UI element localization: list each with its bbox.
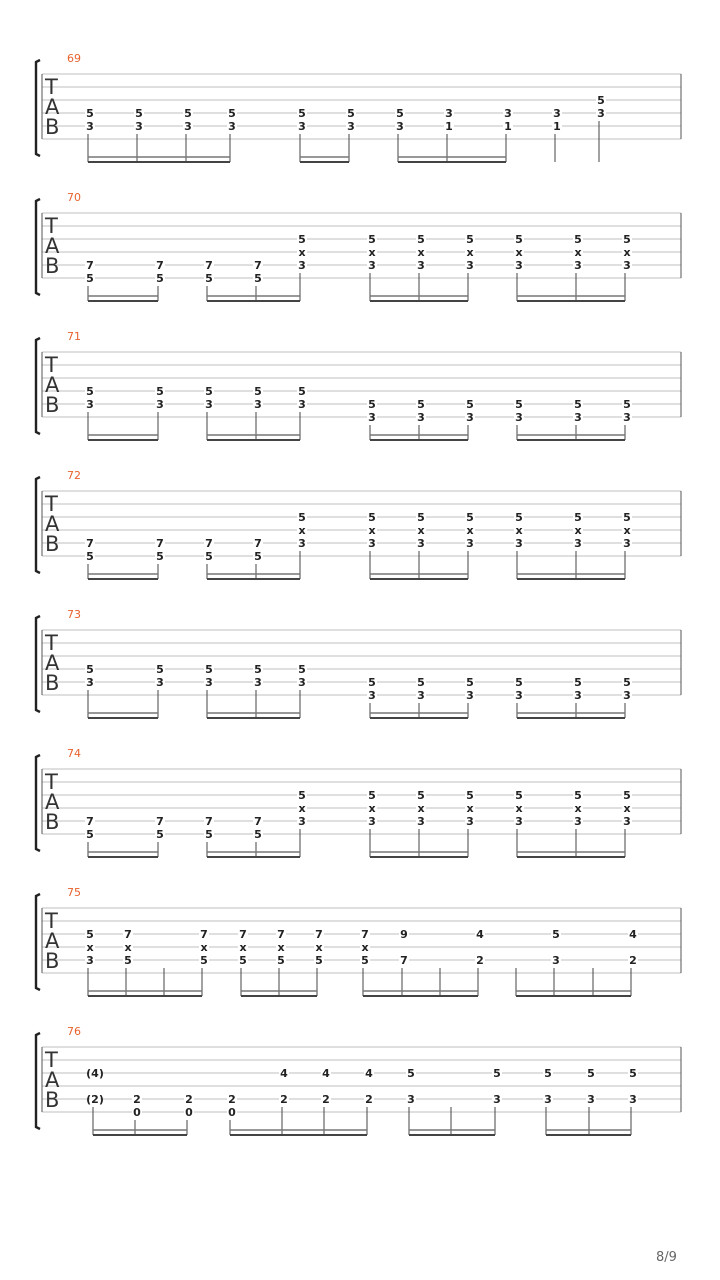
fret-number: (2) (86, 1093, 104, 1106)
fret-number: 3 (466, 259, 474, 272)
tab-clef-letter: T (45, 631, 58, 655)
fret-number: 5 (86, 385, 94, 398)
fret-number: 3 (298, 398, 306, 411)
fret-number: 3 (298, 676, 306, 689)
fret-number: x (417, 246, 425, 259)
fret-number: x (623, 802, 631, 815)
fret-number: 7 (254, 815, 262, 828)
fret-number: 5 (493, 1067, 501, 1080)
fret-number: 7 (239, 928, 247, 941)
fret-number: 5 (86, 663, 94, 676)
fret-number: 5 (86, 828, 94, 841)
fret-number: 5 (417, 398, 425, 411)
fret-number: 5 (368, 676, 376, 689)
system-bracket (36, 199, 40, 295)
fret-number: 7 (156, 259, 164, 272)
fret-number: x (368, 246, 376, 259)
tab-clef-letter: B (45, 254, 60, 278)
fret-number: 3 (574, 689, 582, 702)
fret-number: 5 (298, 107, 306, 120)
fret-number: 5 (574, 789, 582, 802)
fret-number: 2 (185, 1093, 193, 1106)
fret-number: 3 (86, 120, 94, 133)
fret-number: 5 (86, 550, 94, 563)
fret-number: 7 (86, 815, 94, 828)
fret-number: 1 (553, 120, 561, 133)
fret-number: 3 (445, 107, 453, 120)
measure-number: 72 (67, 469, 81, 482)
tab-system (36, 330, 681, 440)
fret-number: 7 (86, 537, 94, 550)
fret-number: 4 (476, 928, 484, 941)
fret-number: x (574, 246, 582, 259)
fret-number: 5 (86, 272, 94, 285)
fret-number: x (298, 524, 306, 537)
fret-number: x (315, 941, 323, 954)
measure-number: 75 (67, 886, 81, 899)
fret-number: 2 (228, 1093, 236, 1106)
system-bracket (36, 894, 40, 990)
fret-number: 5 (86, 928, 94, 941)
fret-number: 3 (298, 537, 306, 550)
fret-number: 3 (417, 537, 425, 550)
fret-number: 5 (629, 1067, 637, 1080)
tab-clef-letter: B (45, 810, 60, 834)
fret-number: 3 (254, 398, 262, 411)
fret-number: 7 (205, 259, 213, 272)
tab-clef-letter: B (45, 532, 60, 556)
fret-number: 5 (587, 1067, 595, 1080)
tab-clef-letter: A (45, 95, 60, 119)
tab-system (36, 608, 681, 718)
fret-number: 3 (156, 676, 164, 689)
fret-number: 5 (124, 954, 132, 967)
tab-clef-letter: B (45, 115, 60, 139)
fret-number: 3 (515, 537, 523, 550)
fret-number: (4) (86, 1067, 104, 1080)
fret-number: 5 (156, 828, 164, 841)
fret-number: x (368, 524, 376, 537)
fret-number: x (124, 941, 132, 954)
measure-number: 70 (67, 191, 81, 204)
fret-number: 5 (368, 398, 376, 411)
fret-number: 5 (254, 385, 262, 398)
fret-number: x (466, 524, 474, 537)
fret-number: 3 (368, 537, 376, 550)
fret-number: 3 (298, 120, 306, 133)
fret-number: 5 (86, 107, 94, 120)
fret-number: 5 (417, 511, 425, 524)
fret-number: 5 (466, 233, 474, 246)
fret-number: 5 (368, 233, 376, 246)
fret-number: 3 (368, 815, 376, 828)
fret-number: 7 (254, 259, 262, 272)
measure-number: 76 (67, 1025, 81, 1038)
tab-clef-letter: A (45, 512, 60, 536)
fret-number: 5 (623, 511, 631, 524)
system-bracket (36, 60, 40, 156)
fret-number: 5 (239, 954, 247, 967)
fret-number: 5 (254, 272, 262, 285)
fret-number: 2 (322, 1093, 330, 1106)
fret-number: 3 (466, 537, 474, 550)
fret-number: 5 (417, 789, 425, 802)
fret-number: 3 (156, 398, 164, 411)
fret-number: 3 (574, 411, 582, 424)
fret-number: x (298, 246, 306, 259)
fret-number: 5 (368, 511, 376, 524)
fret-number: 3 (623, 815, 631, 828)
fret-number: 5 (135, 107, 143, 120)
fret-number: x (361, 941, 369, 954)
fret-number: 4 (280, 1067, 288, 1080)
fret-number: 5 (574, 676, 582, 689)
tab-clef-letter: T (45, 75, 58, 99)
fret-number: 5 (574, 398, 582, 411)
tab-clef-letter: T (45, 1048, 58, 1072)
tab-system (36, 747, 681, 857)
fret-number: 5 (156, 550, 164, 563)
fret-number: 5 (184, 107, 192, 120)
fret-number: 5 (315, 954, 323, 967)
fret-number: x (368, 802, 376, 815)
fret-number: 3 (368, 259, 376, 272)
measure-number: 74 (67, 747, 81, 760)
fret-number: x (200, 941, 208, 954)
fret-number: 9 (400, 928, 408, 941)
tab-clef-letter: T (45, 909, 58, 933)
tab-clef-letter: A (45, 929, 60, 953)
fret-number: 3 (493, 1093, 501, 1106)
tab-clef-letter: T (45, 492, 58, 516)
fret-number: 3 (552, 954, 560, 967)
fret-number: 3 (205, 398, 213, 411)
fret-number: 3 (86, 676, 94, 689)
fret-number: 5 (597, 94, 605, 107)
fret-number: 3 (574, 537, 582, 550)
fret-number: 5 (205, 550, 213, 563)
fret-number: 5 (623, 789, 631, 802)
fret-number: 3 (417, 815, 425, 828)
fret-number: 5 (623, 676, 631, 689)
fret-number: 3 (205, 676, 213, 689)
system-bracket (36, 477, 40, 573)
fret-number: x (466, 246, 474, 259)
tab-clef-letter: B (45, 393, 60, 417)
fret-number: x (86, 941, 94, 954)
fret-number: 5 (407, 1067, 415, 1080)
fret-number: 7 (156, 815, 164, 828)
fret-number: 7 (205, 815, 213, 828)
fret-number: 4 (629, 928, 637, 941)
fret-number: 3 (417, 689, 425, 702)
fret-number: 7 (200, 928, 208, 941)
fret-number: 5 (361, 954, 369, 967)
fret-number: 5 (574, 511, 582, 524)
tab-system (36, 886, 681, 996)
tab-clef-letter: A (45, 790, 60, 814)
tab-clef-letter: T (45, 214, 58, 238)
fret-number: 2 (365, 1093, 373, 1106)
fret-number: 3 (553, 107, 561, 120)
fret-number: x (417, 524, 425, 537)
tab-system (36, 1025, 681, 1135)
fret-number: 5 (298, 385, 306, 398)
fret-number: 5 (417, 676, 425, 689)
fret-number: 3 (623, 411, 631, 424)
fret-number: 5 (156, 663, 164, 676)
tab-clef-letter: A (45, 234, 60, 258)
tab-clef-letter: B (45, 949, 60, 973)
fret-number: 3 (515, 815, 523, 828)
fret-number: 0 (133, 1106, 141, 1119)
tab-clef-letter: A (45, 1068, 60, 1092)
fret-number: x (466, 802, 474, 815)
fret-number: 3 (504, 107, 512, 120)
measure-number: 73 (67, 608, 81, 621)
system-bracket (36, 755, 40, 851)
fret-number: 5 (466, 511, 474, 524)
fret-number: 3 (574, 815, 582, 828)
tab-clef-letter: A (45, 651, 60, 675)
tab-clef-letter: B (45, 671, 60, 695)
fret-number: 3 (298, 259, 306, 272)
fret-number: x (574, 802, 582, 815)
fret-number: x (623, 246, 631, 259)
fret-number: 2 (629, 954, 637, 967)
fret-number: 5 (298, 663, 306, 676)
fret-number: 5 (298, 511, 306, 524)
fret-number: 5 (396, 107, 404, 120)
fret-number: 3 (184, 120, 192, 133)
fret-number: 3 (228, 120, 236, 133)
fret-number: 5 (298, 233, 306, 246)
fret-number: 1 (504, 120, 512, 133)
fret-number: 5 (417, 233, 425, 246)
fret-number: 3 (623, 689, 631, 702)
fret-number: 5 (368, 789, 376, 802)
fret-number: 5 (205, 663, 213, 676)
fret-number: 5 (544, 1067, 552, 1080)
tab-system (36, 52, 681, 162)
tab-clef-letter: A (45, 373, 60, 397)
fret-number: 5 (574, 233, 582, 246)
fret-number: 7 (205, 537, 213, 550)
fret-number: 3 (368, 689, 376, 702)
fret-number: 5 (277, 954, 285, 967)
fret-number: 5 (254, 663, 262, 676)
fret-number: 3 (515, 259, 523, 272)
fret-number: 5 (254, 550, 262, 563)
fret-number: 5 (466, 676, 474, 689)
fret-number: 5 (205, 272, 213, 285)
fret-number: 5 (205, 828, 213, 841)
fret-number: 3 (544, 1093, 552, 1106)
fret-number: 5 (466, 398, 474, 411)
fret-number: x (623, 524, 631, 537)
fret-number: 3 (86, 398, 94, 411)
fret-number: 3 (135, 120, 143, 133)
system-bracket (36, 338, 40, 434)
fret-number: 5 (298, 789, 306, 802)
fret-number: 3 (396, 120, 404, 133)
measure-number: 71 (67, 330, 81, 343)
fret-number: 3 (623, 537, 631, 550)
tab-clef-letter: B (45, 1088, 60, 1112)
fret-number: 5 (156, 272, 164, 285)
tab-clef-letter: T (45, 770, 58, 794)
fret-number: 3 (254, 676, 262, 689)
tab-system (36, 469, 681, 579)
fret-number: 5 (228, 107, 236, 120)
fret-number: 2 (476, 954, 484, 967)
fret-number: x (417, 802, 425, 815)
measure-number: 69 (67, 52, 81, 65)
fret-number: 5 (623, 233, 631, 246)
fret-number: 3 (597, 107, 605, 120)
fret-number: 3 (587, 1093, 595, 1106)
fret-number: 0 (185, 1106, 193, 1119)
fret-number: 5 (466, 789, 474, 802)
system-bracket (36, 1033, 40, 1129)
fret-number: 5 (623, 398, 631, 411)
fret-number: 4 (322, 1067, 330, 1080)
fret-number: 3 (623, 259, 631, 272)
fret-number: 5 (205, 385, 213, 398)
fret-number: 2 (280, 1093, 288, 1106)
fret-number: 7 (361, 928, 369, 941)
fret-number: 7 (156, 537, 164, 550)
fret-number: 7 (254, 537, 262, 550)
fret-number: 3 (515, 411, 523, 424)
fret-number: 5 (515, 676, 523, 689)
fret-number: 5 (515, 398, 523, 411)
fret-number: x (515, 802, 523, 815)
fret-number: 3 (629, 1093, 637, 1106)
fret-number: 3 (417, 259, 425, 272)
system-bracket (36, 616, 40, 712)
fret-number: 5 (515, 789, 523, 802)
fret-number: 7 (315, 928, 323, 941)
fret-number: 2 (133, 1093, 141, 1106)
fret-number: x (515, 524, 523, 537)
fret-number: 5 (156, 385, 164, 398)
fret-number: 5 (552, 928, 560, 941)
fret-number: 3 (86, 954, 94, 967)
fret-number: 5 (347, 107, 355, 120)
tab-clef-letter: T (45, 353, 58, 377)
fret-number: x (239, 941, 247, 954)
fret-number: 3 (466, 815, 474, 828)
fret-number: 4 (365, 1067, 373, 1080)
fret-number: 7 (277, 928, 285, 941)
fret-number: 7 (86, 259, 94, 272)
fret-number: 5 (515, 233, 523, 246)
fret-number: x (574, 524, 582, 537)
fret-number: x (277, 941, 285, 954)
tab-system (36, 191, 681, 301)
fret-number: 3 (417, 411, 425, 424)
fret-number: 3 (407, 1093, 415, 1106)
fret-number: 3 (298, 815, 306, 828)
fret-number: 3 (466, 411, 474, 424)
fret-number: 7 (124, 928, 132, 941)
fret-number: 5 (515, 511, 523, 524)
fret-number: 5 (200, 954, 208, 967)
fret-number: 3 (466, 689, 474, 702)
fret-number: 5 (254, 828, 262, 841)
fret-number: x (298, 802, 306, 815)
fret-number: 1 (445, 120, 453, 133)
fret-number: 3 (347, 120, 355, 133)
fret-number: 3 (574, 259, 582, 272)
fret-number: 3 (515, 689, 523, 702)
fret-number: 3 (368, 411, 376, 424)
page-number: 8/9 (656, 1250, 677, 1265)
fret-number: x (515, 246, 523, 259)
fret-number: 0 (228, 1106, 236, 1119)
fret-number: 7 (400, 954, 408, 967)
